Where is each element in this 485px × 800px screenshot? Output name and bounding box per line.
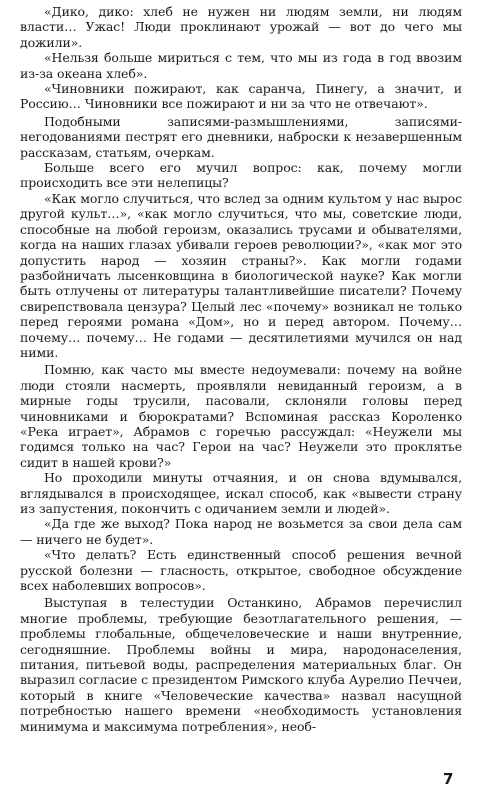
body-paragraph: Но проходили минуты отчаяния, и он снова вдумывался, вглядывался в происходящее, искал способ, как «вывести страну из запустения, покончить с одичанием земли и людей». [20, 470, 462, 516]
quote-paragraph: «Дико, дико: хлеб не нужен ни людям земли, ни людям власти… Ужас! Люди проклинают урожай — вот до чего мы дожили». [20, 4, 462, 50]
quote-paragraph: «Да где же выход? Пока народ не возьмется за свои дела сам — ничего не будет». [20, 516, 462, 547]
body-paragraph: Подобными записями-размышлениями, записями-негодованиями пестрят его дневники, наброски к незавершенным рассказам, статьям, очеркам. [20, 113, 462, 160]
body-paragraph: Выступая в телестудии Останкино, Абрамов перечислил многие проблемы, требующие безотлагательного решения, — проблемы глобальные, общечеловеческие и наши внутренние, сегодняшние. Проблемы войны и мира, народонаселения, питания, питьевой воды, распределения материальных благ. Он выразил согласие с президентом Римского клуба Аурелио Печчеи, который в книге «Человеческие качества» назвал насущной потребностью нашего времени «необходимость установления минимума и максимума потребления», необ- [20, 595, 462, 734]
quote-paragraph: «Что делать? Есть единственный способ решения вечной русской болезни — гласность, открытое, свободное обсуждение всех наболевших вопросов». [20, 547, 462, 594]
page-number: 7 [443, 770, 454, 788]
quote-paragraph: «Нельзя больше мириться с тем, что мы из года в год ввозим из-за океана хлеб». [20, 50, 462, 81]
body-paragraph: Помню, как часто мы вместе недоумевали: почему на войне люди стояли насмерть, проявляли невиданный героизм, а в мирные годы трусили, пасовали, склоняли головы перед чиновниками и бюрократами? Вспоминая рассказ Короленко «Река играет», Абрамов с горечью рассуждал: «Неужели мы годимся только на час? Герои на час? Неужели это проклятье сидит в нашей крови?» [20, 362, 462, 470]
body-paragraph: Больше всего его мучил вопрос: как, почему могли происходить все эти нелепицы? [20, 160, 462, 191]
quote-paragraph: «Чиновники пожирают, как саранча, Пинегу, а значит, и Россию… Чиновники все пожирают и ни за что не отвечают». [20, 81, 462, 112]
text-page [20, 4, 462, 734]
quote-paragraph: «Как могло случиться, что вслед за одним культом у нас вырос другой культ…», «как могло случиться, что мы, советские люди, способные на любой героизм, оказались трусами и обывателями, когда на наших глазах убивали героев революции?», «как мог это допустить народ — хозяин страны?». Как могли годами разбойничать лысенковщина в биологической науке? Как могли быть отлучены от литературы талантливейшие писатели? Почему свирепствовала цензура? Целый лес «почему» возникал не только перед героями романа «Дом», но и перед автором. Почему… почему… почему… Не годами — десятилетиями мучился он над ними. [20, 190, 462, 360]
